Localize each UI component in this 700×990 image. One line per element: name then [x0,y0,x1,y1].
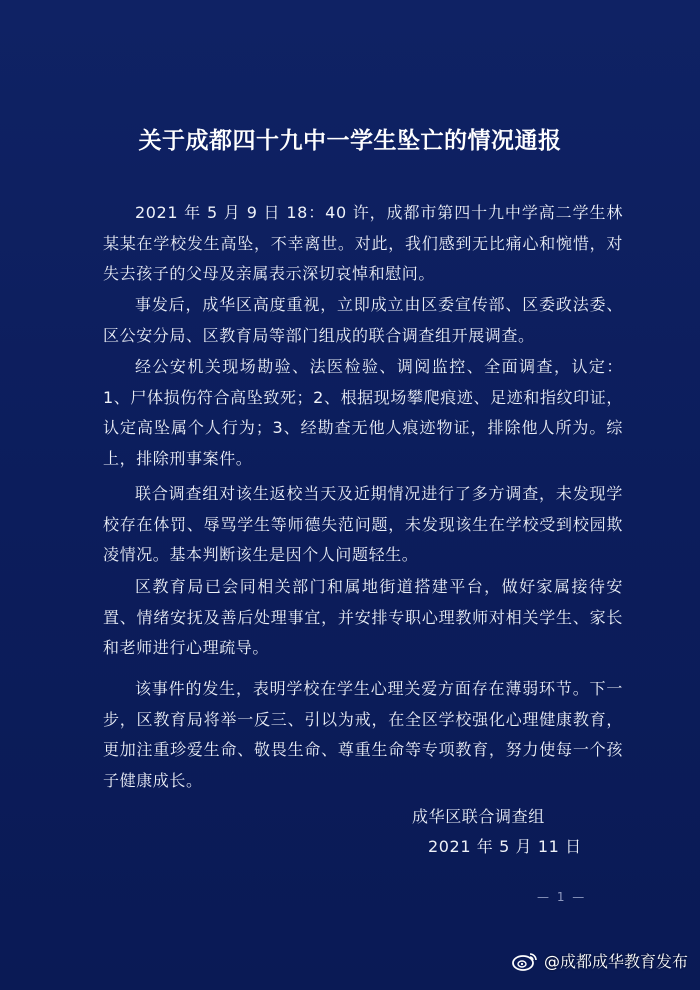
paragraph-school-survey: 联合调查组对该生返校当天及近期情况进行了多方调查，未发现学校存在体罚、辱骂学生等师德失范问题，未发现该生在学校受到校园欺凌情况。基本判断该生是因个人问题轻生。 [103,484,623,564]
paragraph-investigation-team: 事发后，成华区高度重视，立即成立由区委宣传部、区委政法委、区公安分局、区教育局等部门组成的联合调查组开展调查。 [103,295,623,345]
signature-organization: 成华区联合调查组 [412,807,545,826]
document-title: 关于成都四十九中一学生坠亡的情况通报 [138,127,562,154]
weibo-watermark [512,949,688,972]
page-number: — 1 — [537,890,587,904]
watermark-text: @成都成华教育发布 [543,952,688,971]
paragraph-next-steps: 该事件的发生，表明学校在学生心理关爱方面存在薄弱环节。下一步，区教育局将举一反三、引以为戒，在全区学校强化心理健康教育，更加注重珍爱生命、敬畏生命、尊重生命等专项教育，努力使每一个孩子健康成长。 [103,679,623,790]
weibo-icon [512,951,538,971]
signature-date: 2021 年 5 月 11 日 [428,837,582,856]
paragraph-aftercare: 区教育局已会同相关部门和属地街道搭建平台，做好家属接待安置、情绪安抚及善后处理事宜，并安排专职心理教师对相关学生、家长和老师进行心理疏导。 [103,577,623,657]
paragraph-police-findings: 经公安机关现场勘验、法医检验、调阅监控、全面调查，认定：1、尸体损伤符合高坠致死；2、根据现场攀爬痕迹、足迹和指纹印证，认定高坠属个人行为；3、经勘查无他人痕迹物证，排除他人所为。综上，排除刑事案件。 [103,357,623,468]
paragraph-incident: 2021 年 5 月 9 日 18：40 许，成都市第四十九中学高二学生林某某在学校发生高坠，不幸离世。对此，我们感到无比痛心和惋惜，对失去孩子的父母及亲属表示深切哀悼和慰问。 [103,203,623,283]
